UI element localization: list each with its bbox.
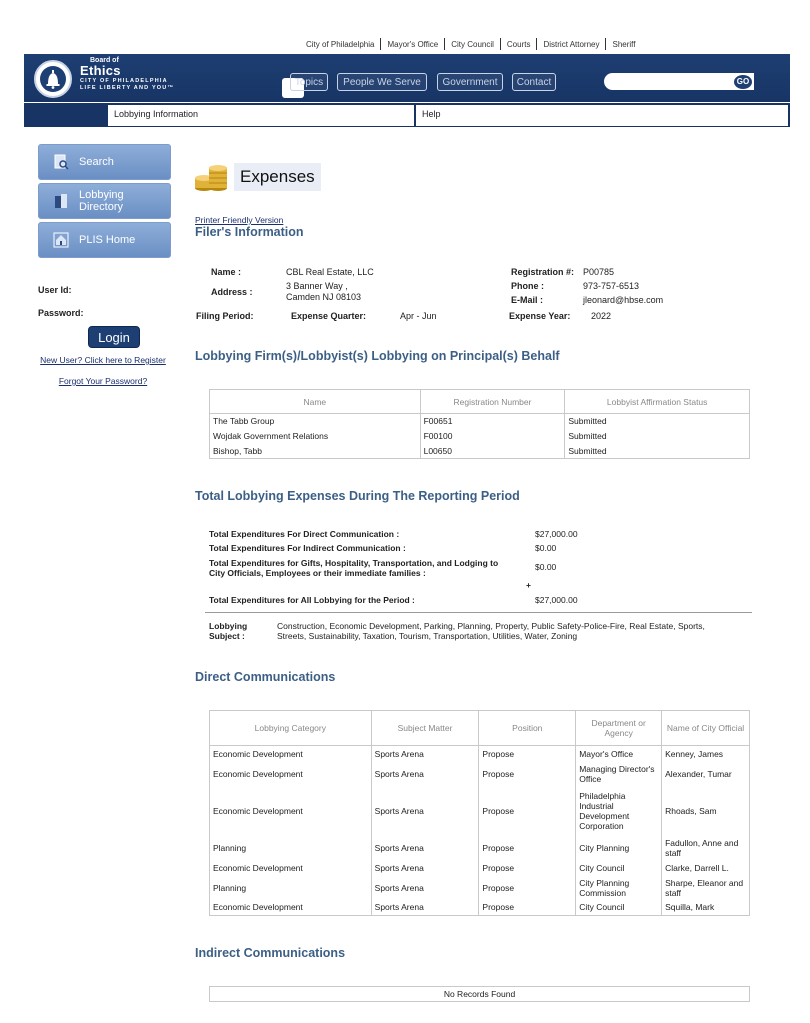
sidebar-item-label: Search (79, 156, 114, 168)
email-value: jleonard@hbse.com (583, 295, 664, 305)
lobbying-category: Economic Development (210, 786, 372, 836)
site-header (24, 54, 790, 102)
link-sheriff[interactable]: Sheriff (612, 39, 636, 49)
utility-links (300, 38, 641, 50)
new-user-register-link[interactable]: New User? Click here to Register (40, 355, 166, 365)
sub-navigation (24, 103, 790, 127)
totals-heading: Total Lobbying Expenses During The Reporting Period (195, 489, 520, 503)
forgot-password-link[interactable]: Forgot Your Password? (58, 376, 148, 386)
affirmation-status: Submitted (565, 444, 750, 459)
lobbying-category: Economic Development (210, 746, 372, 762)
sidebar-item-label: Lobbying Directory (79, 189, 124, 213)
divider (205, 612, 752, 613)
plus-sign: + (526, 580, 531, 590)
department: Mayor's Office (576, 746, 662, 762)
column-header: Name of City Official (662, 711, 750, 746)
subject-matter: Sports Arena (371, 876, 479, 900)
department: City Planning (576, 836, 662, 860)
direct-heading: Direct Communications (195, 670, 336, 684)
email-label: E-Mail : (511, 295, 544, 305)
lobbyist-name: Wojdak Government Relations (210, 429, 421, 444)
registration-number: F00651 (420, 414, 565, 429)
password-label: Password: (38, 308, 84, 318)
page-title: Expenses (234, 163, 321, 191)
subject-matter: Sports Arena (371, 860, 479, 876)
table-row (210, 786, 750, 836)
login-button[interactable]: Login (88, 326, 140, 348)
department: Managing Director's Office (576, 762, 662, 786)
subject-list-line-1: Construction, Economic Development, Parking, Planning, Property, Public Safety-Police-Fire, Real Estate, Sports, (277, 621, 705, 631)
indirect-heading: Indirect Communications (195, 946, 346, 960)
column-header: Registration Number (420, 390, 565, 414)
registration-number: L00650 (420, 444, 565, 459)
city-official: Sharpe, Eleanor and staff (662, 876, 750, 900)
tab-help[interactable]: Help (416, 105, 788, 126)
column-header: Lobbying Category (210, 711, 372, 746)
printer-friendly-link[interactable]: Printer Friendly Version (195, 215, 284, 225)
gifts-total-label-1: Total Expenditures for Gifts, Hospitality, Transportation, and Lodging to (209, 558, 499, 568)
sidebar-item-search[interactable] (38, 144, 171, 180)
liberty-bell-logo-icon[interactable] (34, 60, 72, 98)
liberty-bell-icon (39, 65, 67, 93)
indirect-total-value: $0.00 (535, 543, 557, 553)
phone-value: 973-757-6513 (583, 281, 640, 291)
expense-quarter-value: Apr - Jun (400, 311, 437, 321)
home-icon (53, 232, 69, 248)
brand-wordmark[interactable] (80, 57, 174, 91)
table-header-row (210, 711, 750, 746)
expense-quarter-label: Expense Quarter: (291, 311, 367, 321)
brand-line-3: CITY OF PHILADELPHIA (80, 78, 168, 84)
subject-matter: Sports Arena (371, 900, 479, 916)
address-label: Address : (211, 287, 253, 297)
no-records-message: No Records Found (209, 986, 750, 1002)
nav-topics[interactable]: Topics (290, 73, 328, 91)
table-row (210, 414, 750, 429)
all-total-value: $27,000.00 (535, 595, 578, 605)
link-mayors-office[interactable]: Mayor's Office (387, 39, 439, 49)
position: Propose (479, 762, 576, 786)
expense-year-label: Expense Year: (509, 311, 571, 321)
table-row (210, 900, 750, 916)
address-line-2: Camden NJ 08103 (286, 292, 362, 302)
department: City Council (576, 900, 662, 916)
table-row (210, 836, 750, 860)
link-district-attorney[interactable]: District Attorney (543, 39, 600, 49)
brand-line-4: LIFE LIBERTY AND YOU™ (80, 84, 175, 91)
department: City Council (576, 860, 662, 876)
table-header-row (210, 390, 750, 414)
lobbying-category: Economic Development (210, 762, 372, 786)
user-id-label: User Id: (38, 285, 72, 295)
go-label: GO (734, 75, 752, 89)
city-official: Clarke, Darrell L. (662, 860, 750, 876)
city-official: Fadullon, Anne and staff (662, 836, 750, 860)
brand-line-1: Board of (90, 57, 119, 64)
lobbying-category: Economic Development (210, 900, 372, 916)
column-header: Subject Matter (371, 711, 479, 746)
position: Propose (479, 746, 576, 762)
lobbying-category: Planning (210, 876, 372, 900)
city-official: Rhoads, Sam (662, 786, 750, 836)
link-courts[interactable]: Courts (506, 39, 531, 49)
position: Propose (479, 786, 576, 836)
affirmation-status: Submitted (565, 429, 750, 444)
column-header: Department or Agency (576, 711, 662, 746)
table-row (210, 876, 750, 900)
nav-people-we-serve[interactable]: People We Serve (337, 73, 427, 91)
direct-total-label: Total Expenditures For Direct Communication : (209, 529, 400, 539)
search-icon (53, 154, 69, 170)
name-label: Name : (211, 267, 242, 277)
column-header: Lobbyist Affirmation Status (565, 390, 750, 414)
all-total-label: Total Expenditures for All Lobbying for the Period : (209, 595, 415, 605)
subject-matter: Sports Arena (371, 746, 479, 762)
name-value: CBL Real Estate, LLC (286, 267, 374, 277)
registration-label: Registration #: (511, 267, 575, 277)
search-go-button[interactable] (732, 73, 754, 90)
direct-total-value: $27,000.00 (535, 529, 578, 539)
position: Propose (479, 900, 576, 916)
sidebar-item-lobbying-directory[interactable] (38, 183, 171, 219)
lobbyists-heading: Lobbying Firm(s)/Lobbyist(s) Lobbying on Principal(s) Behalf (195, 349, 560, 363)
position: Propose (479, 876, 576, 900)
subject-list-line-2: Streets, Sustainability, Taxation, Tourism, Transportation, Utilities, Water, Zoning (277, 631, 578, 641)
city-official: Squilla, Mark (662, 900, 750, 916)
lobbyist-name: The Tabb Group (210, 414, 421, 429)
lobbying-category: Economic Development (210, 860, 372, 876)
lobbying-category: Planning (210, 836, 372, 860)
position: Propose (479, 860, 576, 876)
table-row (210, 444, 750, 459)
address-line-1: 3 Banner Way , (286, 281, 348, 291)
affirmation-status: Submitted (565, 414, 750, 429)
subject-matter: Sports Arena (371, 762, 479, 786)
link-city-council[interactable]: City Council (451, 39, 494, 49)
table-row (210, 746, 750, 762)
filing-period-label: Filing Period: (196, 311, 254, 321)
city-official: Kenney, James (662, 746, 750, 762)
nav-government[interactable]: Government (437, 73, 503, 91)
column-header: Name (210, 390, 421, 414)
position: Propose (479, 836, 576, 860)
subject-matter: Sports Arena (371, 786, 479, 836)
indirect-total-label: Total Expenditures For Indirect Communication : (209, 543, 406, 553)
subject-label-2: Subject : (209, 631, 245, 641)
lobbyist-name: Bishop, Tabb (210, 444, 421, 459)
page-heading (194, 160, 321, 194)
table-row (210, 860, 750, 876)
phone-label: Phone : (511, 281, 544, 291)
table-row (210, 762, 750, 786)
brand-line-2: Ethics (80, 63, 121, 78)
registration-number: F00100 (420, 429, 565, 444)
sidebar-item-label: PLIS Home (79, 234, 136, 246)
city-official: Alexander, Tumar (662, 762, 750, 786)
subject-label-1: Lobbying (209, 621, 248, 631)
tab-lobbying-information[interactable]: Lobbying Information (108, 105, 414, 126)
direct-communications-table (209, 710, 750, 916)
table-row (210, 429, 750, 444)
column-header: Position (479, 711, 576, 746)
gifts-total-label-2: City Officials, Employees or their immediate families : (209, 568, 426, 578)
lobbyists-table (209, 389, 750, 459)
department: City Planning Commission (576, 876, 662, 900)
gifts-total-value: $0.00 (535, 562, 557, 572)
registration-value: P00785 (583, 267, 615, 277)
link-city-of-philadelphia[interactable]: City of Philadelphia (306, 39, 375, 49)
expense-year-value: 2022 (591, 311, 612, 321)
nav-contact[interactable]: Contact (512, 73, 556, 91)
department: Philadelphia Industrial Development Corporation (576, 786, 662, 836)
subject-matter: Sports Arena (371, 836, 479, 860)
filer-heading: Filer's Information (195, 225, 304, 239)
directory-icon (53, 193, 69, 209)
sidebar-item-plis-home[interactable] (38, 222, 171, 258)
coins-icon (194, 160, 228, 194)
